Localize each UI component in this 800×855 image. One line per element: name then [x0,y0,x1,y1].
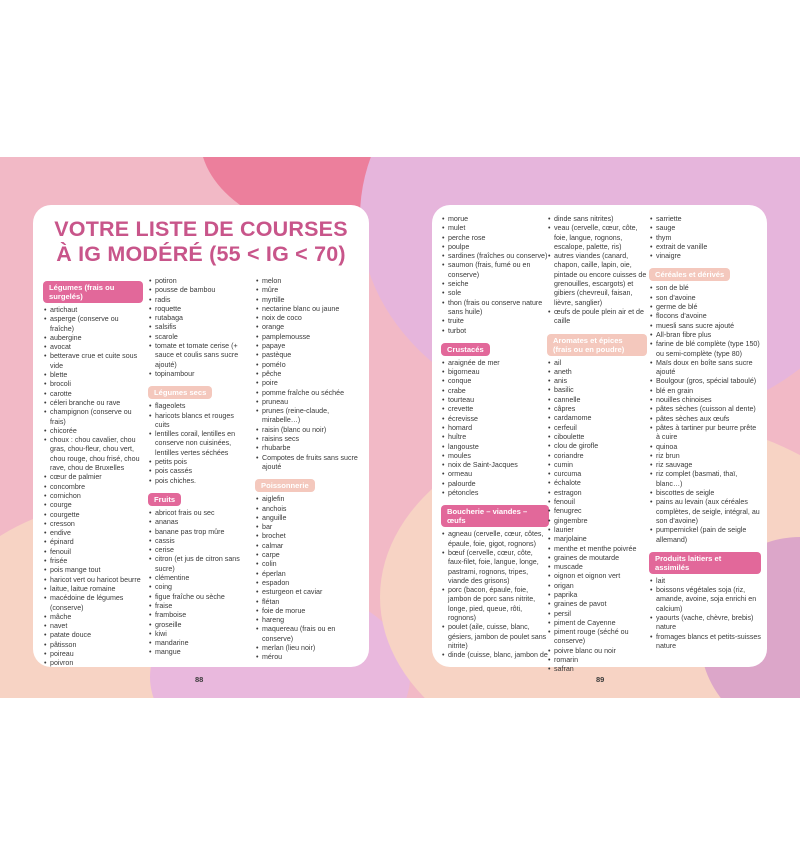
list-item: • muesli sans sucre ajouté [649,322,761,331]
list-item: • artichaut [43,306,143,315]
list-item: • tomate et tomate cerise (+ sauce et coulis sans sucre ajouté) [148,342,250,370]
list-item: • perche rose [441,234,549,243]
list-item: • noix de coco [255,314,363,323]
list-item: • vinaigre [649,252,761,261]
list-item: • chicorée [43,427,143,436]
title-line-2: À IG MODÉRÉ (55 < IG < 70) [56,242,346,266]
item-list [255,277,363,472]
list-item: • anis [547,377,647,386]
page-number-right: 89 [596,675,605,684]
list-item: • cardamome [547,414,647,423]
list-item: • Maïs doux en boîte sans sucre ajouté [649,359,761,378]
list-item: • potiron [148,277,250,286]
list-item: • pêche [255,370,363,379]
list-item: • veau (cervelle, cœur, côte, foie, langue, rognons, escalope, palette, ris) [547,224,647,252]
list-item: • melon [255,277,363,286]
page-number-left: 88 [195,675,204,684]
list-item: • porc (bacon, épaule, foie, jambon de porc sans nitrite, longe, pied, queue, rôti, rognons) [441,586,549,623]
list-item: • orange [255,323,363,332]
list-item: • seiche [441,280,549,289]
list-item: • cerise [148,546,250,555]
left-column-1 [43,277,143,672]
list-item: • épinard [43,538,143,547]
list-item: • cœur de palmier [43,473,143,482]
list-item: • mangue [148,648,250,657]
list-item: • ciboulette [547,433,647,442]
list-item: • pains au levain (aux céréales complètes, de seigle, intégral, au son d'avoine) [649,498,761,526]
left-column-2 [148,277,250,661]
list-item: • brochet [255,532,363,541]
list-item: • moules [441,452,549,461]
list-item: • pousse de bambou [148,286,250,295]
list-item: • blette [43,371,143,380]
section-header: Aromates et épices (frais ou en poudre) [547,334,647,356]
list-item: • autres viandes (canard, chapon, caille, lapin, oie, pintade ou encore cuisses de grenouilles, escargots) et gibiers (chevreuil, faisan, lièvre, sanglier) [547,252,647,308]
list-item: • aneth [547,368,647,377]
list-item: • langouste [441,443,549,452]
list-item: • lentilles corail, lentilles en conserve non cuisinées, lentilles vertes séchées [148,430,250,458]
list-item: • figue fraîche ou sèche [148,593,250,602]
list-item: • poulet (aile, cuisse, blanc, gésiers, jambon de poulet sans nitrite) [441,623,549,651]
list-item: • graines de moutarde [547,554,647,563]
list-item: • foie de morue [255,607,363,616]
section-header: Produits laitiers et assimilés [649,552,761,574]
list-item: • petits pois [148,458,250,467]
list-item: • piment de Cayenne [547,619,647,628]
section-header: Légumes (frais ou surgelés) [43,281,143,303]
item-list [148,277,250,379]
left-page-panel [33,205,369,667]
list-item: • pois mange tout [43,566,143,575]
list-item: • pâtes sèches (cuisson al dente) [649,405,761,414]
list-item: • crabe [441,387,549,396]
list-item: • flageolets [148,402,250,411]
list-item: • paprika [547,591,647,600]
list-item: • sauge [649,224,761,233]
list-item: • huître [441,433,549,442]
list-item: • câpres [547,405,647,414]
list-item: • yaourts (vache, chèvre, brebis) nature [649,614,761,633]
item-list [649,284,761,544]
list-item: • coing [148,583,250,592]
list-item: • palourde [441,480,549,489]
list-item: • espadon [255,579,363,588]
item-list [43,306,143,669]
list-item: • poivron [43,659,143,668]
list-item: • mérou [255,653,363,662]
list-item: • radis [148,296,250,305]
list-item: • homard [441,424,549,433]
list-item: • son de blé [649,284,761,293]
list-item: • framboise [148,611,250,620]
item-list [441,215,549,336]
list-item: • fraise [148,602,250,611]
list-item: • poulpe [441,243,549,252]
list-item: • fenouil [547,498,647,507]
list-item: • biscottes de seigle [649,489,761,498]
list-item: • oignon et oignon vert [547,572,647,581]
list-item: • betterave crue et cuite sous vide [43,352,143,371]
list-item: • brocoli [43,380,143,389]
list-item: • germe de blé [649,303,761,312]
list-item: • pois cassés [148,467,250,476]
list-item: • cumin [547,461,647,470]
list-item: • pumpernickel (pain de seigle allemand) [649,526,761,545]
list-item: • raisin (blanc ou noir) [255,426,363,435]
list-item: • haricots blancs et rouges cuits [148,412,250,431]
list-item: • merlan (lieu noir) [255,644,363,653]
list-item: • fenugrec [547,507,647,516]
list-item: • laitue, laitue romaine [43,585,143,594]
list-item: • cannelle [547,396,647,405]
list-item: • fenouil [43,548,143,557]
right-column-2 [547,215,647,678]
list-item: • tourteau [441,396,549,405]
section-header: Poissonnerie [255,479,315,492]
list-item: • basilic [547,386,647,395]
list-item: • pastèque [255,351,363,360]
list-item: • rutabaga [148,314,250,323]
list-item: • salsifis [148,323,250,332]
list-item: • frisée [43,557,143,566]
list-item: • laurier [547,526,647,535]
list-item: • crevette [441,405,549,414]
list-item: • clémentine [148,574,250,583]
list-item: • romarin [547,656,647,665]
list-item: • cornichon [43,492,143,501]
item-list [649,215,761,261]
list-item: • navet [43,622,143,631]
list-item: • concombre [43,483,143,492]
list-item: • persil [547,610,647,619]
list-item: • œufs de poule plein air et de caille [547,308,647,327]
list-item: • Compotes de fruits sans sucre ajouté [255,454,363,473]
list-item: • piment rouge (séché ou conserve) [547,628,647,647]
list-item: • échalote [547,479,647,488]
list-item: • champignon (conserve ou frais) [43,408,143,427]
list-item: • araignée de mer [441,359,549,368]
list-item: • blé en grain [649,387,761,396]
list-item: • pamplemousse [255,333,363,342]
list-item: • anguille [255,514,363,523]
list-item: • extrait de vanille [649,243,761,252]
list-item: • fromages blancs et petits-suisses nature [649,633,761,652]
list-item: • pâtisson [43,641,143,650]
list-item: • choux : chou cavalier, chou gras, chou-fleur, chou vert, chou rouge, chou frisé, chou rave, chou de Bruxelles [43,436,143,473]
list-item: • dinde sans nitrites) [547,215,647,224]
list-item: • endive [43,529,143,538]
list-item: • conque [441,377,549,386]
list-item: • roquette [148,305,250,314]
list-item: • céleri branche ou rave [43,399,143,408]
list-item: • ormeau [441,470,549,479]
book-spread [0,157,800,698]
list-item: • farine de blé complète (type 150) ou semi-complète (type 80) [649,340,761,359]
list-item: • poivre blanc ou noir [547,647,647,656]
list-item: • pâtes à tartiner pur beurre prête à cuire [649,424,761,443]
list-item: • agneau (cervelle, cœur, côtes, épaule, foie, gigot, rognons) [441,530,549,549]
section-header: Boucherie – viandes – œufs [441,505,549,527]
list-item: • menthe et menthe poivrée [547,545,647,554]
list-item: • papaye [255,342,363,351]
list-item: • mûre [255,286,363,295]
list-item: • pruneau [255,398,363,407]
list-item: • écrevisse [441,415,549,424]
item-list [441,359,549,498]
list-item: • noix de Saint-Jacques [441,461,549,470]
list-item: • sole [441,289,549,298]
list-item: • poire [255,379,363,388]
list-item: • All-bran fibre plus [649,331,761,340]
list-item: • coriandre [547,452,647,461]
right-page-panel [432,205,767,674]
list-item: • origan [547,582,647,591]
list-item: • rhubarbe [255,444,363,453]
list-item: • turbot [441,327,549,336]
right-column-3 [649,215,761,654]
item-list [547,215,647,327]
list-item: • dinde (cuisse, blanc, jambon de [441,651,549,660]
list-item: • poireau [43,650,143,659]
list-item: • courge [43,501,143,510]
section-header: Crustacés [441,343,490,356]
item-list [441,530,549,660]
list-item: • flocons d'avoine [649,312,761,321]
list-item: • prunes (reine-claude, mirabelle…) [255,407,363,426]
list-item: • graines de pavot [547,600,647,609]
list-item: • nouilles chinoises [649,396,761,405]
item-list [649,577,761,651]
section-header: Céréales et dérivés [649,268,730,281]
list-item: • groseille [148,621,250,630]
list-item: • son d'avoine [649,294,761,303]
list-item: • esturgeon et caviar [255,588,363,597]
list-item: • Boulgour (gros, spécial taboulé) [649,377,761,386]
item-list [547,359,647,675]
left-column-3 [255,277,363,666]
list-item: • abricot frais ou sec [148,509,250,518]
list-item: • thon (frais ou conserve nature sans huile) [441,299,549,318]
list-item: • bœuf (cervelle, cœur, côte, faux-filet, foie, langue, longe, pastrami, rognons, tripes, viande des grisons) [441,549,549,586]
list-item: • boissons végétales soja (riz, amande, avoine, soja enrichi en calcium) [649,586,761,614]
list-item: • muscade [547,563,647,572]
list-item: • mandarine [148,639,250,648]
list-item: • scarole [148,333,250,342]
section-header: Légumes secs [148,386,212,399]
list-item: • patate douce [43,631,143,640]
list-item: • lait [649,577,761,586]
list-item: • mâche [43,613,143,622]
list-item: • ail [547,359,647,368]
list-item: • citron (et jus de citron sans sucre) [148,555,250,574]
list-item: • haricot vert ou haricot beurre [43,576,143,585]
list-item: • maquereau (frais ou en conserve) [255,625,363,644]
section-header: Fruits [148,493,181,506]
list-item: • gingembre [547,517,647,526]
item-list [148,402,250,486]
list-item: • truite [441,317,549,326]
list-item: • riz sauvage [649,461,761,470]
list-item: • topinambour [148,370,250,379]
right-column-1 [441,215,549,663]
list-item: • avocat [43,343,143,352]
list-item: • safran [547,665,647,674]
list-item: • aiglefin [255,495,363,504]
list-item: • mulet [441,224,549,233]
page-title [33,217,369,267]
list-item: • anchois [255,505,363,514]
item-list [148,509,250,658]
list-item: • courgette [43,511,143,520]
list-item: • pomme fraîche ou séchée [255,389,363,398]
list-item: • calmar [255,542,363,551]
list-item: • quinoa [649,443,761,452]
list-item: • ananas [148,518,250,527]
list-item: • cresson [43,520,143,529]
list-item: • flétan [255,598,363,607]
list-item: • pois chiches. [148,477,250,486]
list-item: • carpe [255,551,363,560]
item-list [255,495,363,662]
list-item: • marjolaine [547,535,647,544]
list-item: • riz brun [649,452,761,461]
list-item: • sarriette [649,215,761,224]
list-item: • banane pas trop mûre [148,528,250,537]
list-item: • bigorneau [441,368,549,377]
list-item: • cerfeuil [547,424,647,433]
list-item: • myrtille [255,296,363,305]
list-item: • éperlan [255,570,363,579]
list-item: • clou de girofle [547,442,647,451]
list-item: • aubergine [43,334,143,343]
list-item: • pétoncles [441,489,549,498]
list-item: • raisins secs [255,435,363,444]
list-item: • hareng [255,616,363,625]
list-item: • poméIo [255,361,363,370]
list-item: • asperge (conserve ou fraîche) [43,315,143,334]
list-item: • morue [441,215,549,224]
list-item: • saumon (frais, fumé ou en conserve) [441,261,549,280]
list-item: • nectarine blanc ou jaune [255,305,363,314]
list-item: • carotte [43,390,143,399]
list-item: • thym [649,234,761,243]
list-item: • bar [255,523,363,532]
list-item: • curcuma [547,470,647,479]
list-item: • macédoine de légumes (conserve) [43,594,143,613]
list-item: • riz complet (basmati, thaï, blanc…) [649,470,761,489]
list-item: • estragon [547,489,647,498]
list-item: • kiwi [148,630,250,639]
list-item: • colin [255,560,363,569]
title-line-1: VOTRE LISTE DE COURSES [54,217,348,241]
list-item: • cassis [148,537,250,546]
list-item: • pâtes sèches aux œufs [649,415,761,424]
list-item: • sardines (fraîches ou conserve) [441,252,549,261]
